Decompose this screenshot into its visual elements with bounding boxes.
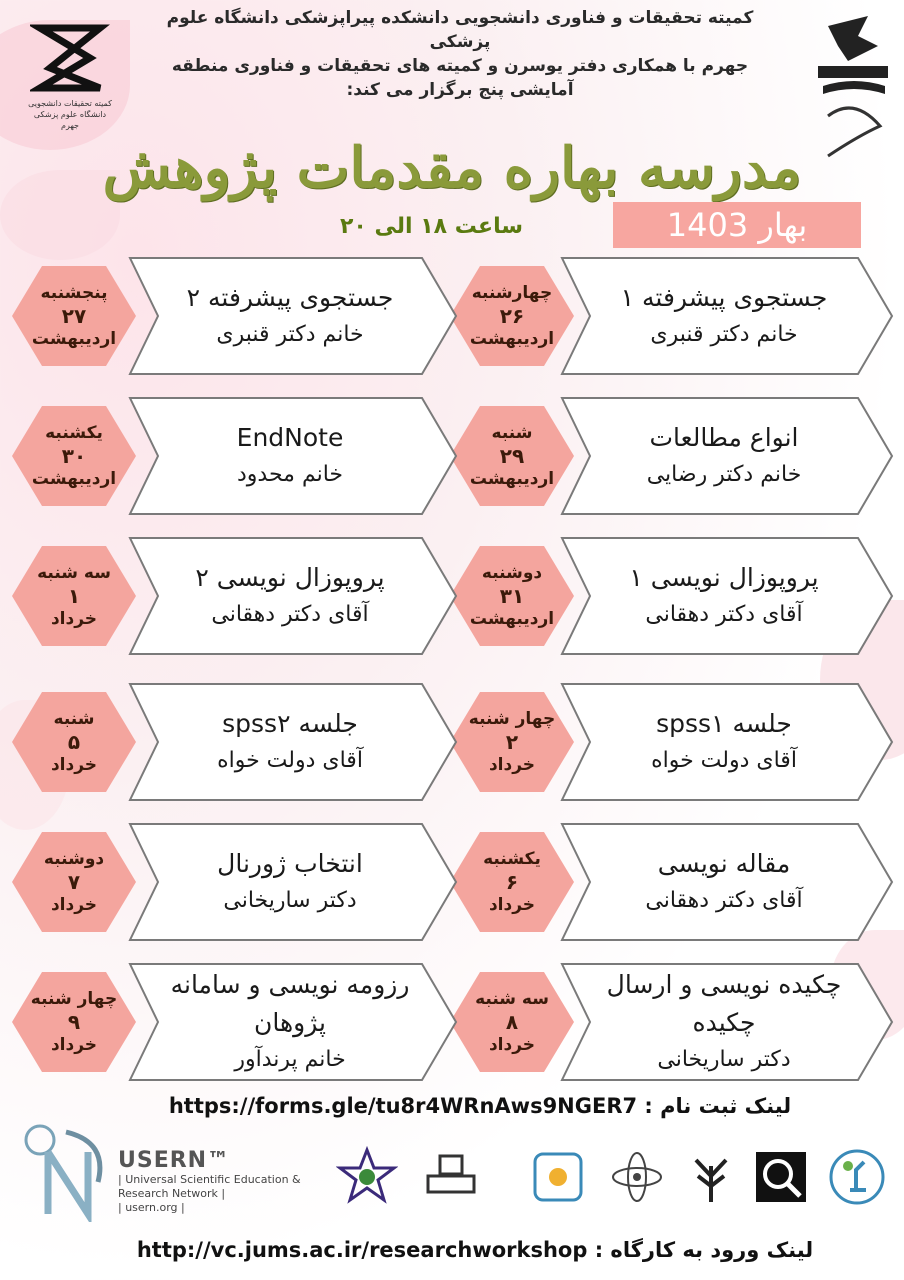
session-card	[128, 822, 458, 942]
registration-link[interactable]: لینک ثبت نام : https://forms.gle/tu8r4WRnAws9NGER7	[168, 1094, 792, 1118]
session-month: خرداد	[50, 755, 98, 775]
session-date: ۲۹	[499, 444, 525, 468]
session-date: ۳۰	[61, 444, 87, 468]
session-speaker: خانم دکتر رضایی	[646, 462, 802, 487]
header-line-1: کمیته تحقیقات و فناوری دانشجویی دانشکده پیراپزشکی دانشگاه علوم پزشکی	[166, 8, 754, 52]
session-card	[560, 962, 894, 1082]
session-card	[128, 256, 458, 376]
header-line-3: آمایشی پنج برگزار می کند:	[346, 80, 574, 100]
session-month: خرداد	[50, 895, 98, 915]
session-date: ۵	[67, 730, 81, 754]
workshop-link[interactable]: لینک ورود به کارگاه : http://vc.jums.ac.ir/researchworkshop	[136, 1238, 814, 1262]
session-speaker: آقای دکتر دهقانی	[211, 602, 369, 627]
session-month: اردیبهشت	[469, 469, 555, 489]
session-date-badge	[448, 690, 576, 794]
session-title: انواع مطالعات	[649, 423, 799, 452]
session-title: انتخاب ژورنال	[217, 849, 363, 878]
session-speaker: آقای دولت خواه	[651, 748, 797, 773]
session-card	[560, 682, 894, 802]
session-month: خرداد	[488, 895, 536, 915]
sponsor-logo-atom-icon	[606, 1146, 668, 1208]
session-day: سه شنبه	[37, 563, 111, 583]
usern-name: USERN™	[118, 1148, 231, 1173]
student-research-committee-logo	[20, 14, 120, 134]
session-date-badge	[448, 404, 576, 508]
usern-line-1: | Universal Scientific Education &	[118, 1173, 301, 1186]
session-speaker: آقای دکتر دهقانی	[645, 602, 803, 627]
session-day: دوشنبه	[481, 563, 543, 583]
session-day: سه شنبه	[475, 989, 549, 1009]
session-card	[560, 256, 894, 376]
session-title: جستجوی پیشرفته ۲	[186, 283, 394, 312]
session-date: ۲	[505, 730, 519, 754]
session-date: ۲۷	[61, 304, 87, 328]
sponsor-logo-chip-icon	[527, 1146, 589, 1208]
session-title: رزومه نویسی و سامانه پژوهان	[170, 970, 410, 1037]
session-month: خرداد	[488, 755, 536, 775]
session-speaker: دکتر ساریخانی	[223, 888, 357, 913]
session-card	[560, 536, 894, 656]
session-card	[560, 822, 894, 942]
session-month: اردیبهشت	[469, 329, 555, 349]
usern-block	[118, 1148, 301, 1215]
session-day: چهار شنبه	[468, 709, 556, 729]
session-card	[560, 396, 894, 516]
session-card	[128, 396, 458, 516]
header-line-2: جهرم با همکاری دفتر یوسرن و کمیته های تحقیقات و فناوری منطقه	[171, 56, 749, 76]
session-speaker: خانم دکتر قنبری	[650, 322, 798, 347]
session-day: یکشنبه	[45, 423, 103, 443]
session-speaker: دکتر ساریخانی	[657, 1047, 791, 1072]
session-date-badge	[10, 264, 138, 368]
session-month: خرداد	[50, 609, 98, 629]
session-date: ۶	[505, 870, 519, 894]
usern-line-2: Research Network |	[118, 1187, 226, 1200]
left-logo-caption: کمیته تحقیقات دانشجویی دانشگاه علوم پزشکی جهرم	[28, 98, 112, 130]
session-speaker: خانم پرندآور	[234, 1047, 346, 1072]
session-title: پروپوزال نویسی ۲	[195, 563, 385, 592]
session-speaker: خانم دکتر قنبری	[216, 322, 364, 347]
session-month: خرداد	[488, 1035, 536, 1055]
session-speaker: آقای دکتر دهقانی	[645, 888, 803, 913]
session-month: اردیبهشت	[31, 329, 117, 349]
session-month: اردیبهشت	[469, 609, 555, 629]
session-date: ۸	[505, 1010, 519, 1034]
session-day: پنجشنبه	[40, 283, 108, 303]
header-text	[140, 6, 780, 102]
session-title: جلسه spss۲	[222, 709, 358, 738]
usern-line-3: | usern.org |	[118, 1201, 185, 1214]
session-date: ۳۱	[499, 584, 525, 608]
hours-label: ساعت ۱۸ الی ۲۰	[340, 214, 523, 239]
session-date-badge	[448, 544, 576, 648]
session-title: جلسه spss۱	[656, 709, 792, 738]
session-title: جستجوی پیشرفته ۱	[620, 283, 828, 312]
session-date: ۹	[67, 1010, 81, 1034]
session-date-badge	[448, 830, 576, 934]
session-day: یکشنبه	[483, 849, 541, 869]
session-card	[128, 962, 458, 1082]
session-date-badge	[448, 264, 576, 368]
session-month: اردیبهشت	[31, 469, 117, 489]
session-day: شنبه	[53, 709, 95, 729]
session-date-badge	[10, 404, 138, 508]
sponsor-logo-tree-icon	[680, 1146, 742, 1208]
session-speaker: آقای دولت خواه	[217, 748, 363, 773]
session-card	[128, 536, 458, 656]
session-date: ۲۶	[499, 304, 525, 328]
usern-logo-icon	[18, 1122, 113, 1222]
session-title: EndNote	[236, 423, 344, 452]
session-month: خرداد	[50, 1035, 98, 1055]
session-date: ۷	[67, 870, 81, 894]
sponsor-logo-microscope-icon	[826, 1146, 888, 1208]
session-title: مقاله نویسی	[657, 849, 791, 878]
session-speaker: خانم محدود	[237, 462, 344, 487]
sponsor-logo-star-icon	[336, 1146, 398, 1208]
session-date-badge	[10, 970, 138, 1074]
session-date: ۱	[67, 584, 81, 608]
session-date-badge	[448, 970, 576, 1074]
session-date-badge	[10, 830, 138, 934]
session-title: پروپوزال نویسی ۱	[629, 563, 819, 592]
season-badge: بهار 1403	[613, 202, 861, 248]
session-day: چهارشنبه	[471, 283, 553, 303]
session-date-badge	[10, 544, 138, 648]
session-date-badge	[10, 690, 138, 794]
session-day: چهار شنبه	[30, 989, 118, 1009]
session-day: دوشنبه	[43, 849, 105, 869]
session-day: شنبه	[491, 423, 533, 443]
page-title: مدرسه بهاره مقدمات پژوهش	[102, 135, 802, 201]
session-title: چکیده نویسی و ارسال چکیده	[606, 970, 842, 1037]
sponsor-logo-book-icon	[420, 1146, 482, 1208]
session-card	[128, 682, 458, 802]
sponsor-logo-magnifier-icon	[750, 1146, 812, 1208]
